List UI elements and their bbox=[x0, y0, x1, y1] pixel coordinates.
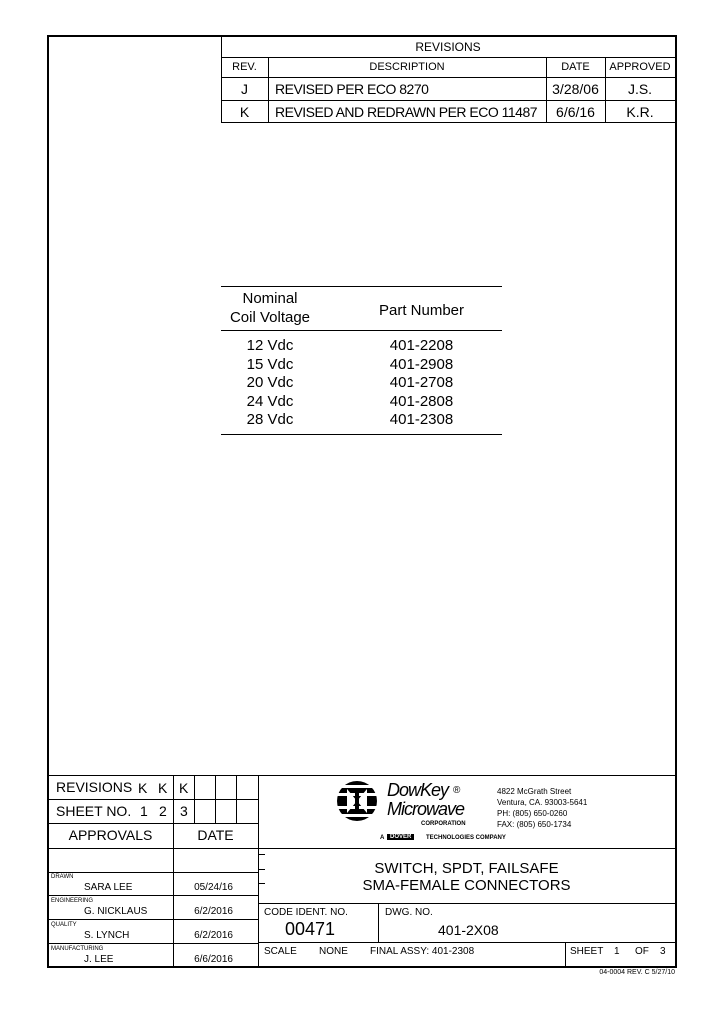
rev-j: J bbox=[241, 81, 248, 97]
company-name-1: DowKey bbox=[387, 780, 449, 800]
rev-k: K bbox=[239, 104, 250, 120]
revisions-label: REVISIONS bbox=[56, 779, 133, 795]
part-number-header: Part Number bbox=[378, 302, 465, 319]
approval-role: MANUFACTURING bbox=[51, 946, 104, 952]
approvals-label: APPROVALS bbox=[68, 827, 153, 843]
company-corporation: CORPORATION bbox=[421, 821, 466, 827]
approval-role: DRAWN bbox=[51, 874, 74, 880]
company-name-2: Microwave bbox=[387, 799, 465, 819]
dowkey-logo-icon bbox=[336, 780, 378, 822]
rev-j-description: REVISED PER ECO 8270 bbox=[275, 81, 429, 97]
coil-voltage: 12 Vdc bbox=[246, 337, 294, 354]
approval-role: QUALITY bbox=[51, 922, 77, 928]
approval-name: J. LEE bbox=[84, 954, 114, 965]
coil-voltage: 24 Vdc bbox=[246, 392, 294, 410]
sheet-number: 1 bbox=[614, 946, 620, 957]
of-word: OF bbox=[635, 946, 649, 957]
part-number: 401-2808 bbox=[389, 392, 454, 410]
form-number: 04-0004 REV. C 5/27/10 bbox=[599, 969, 675, 976]
scale-value: NONE bbox=[319, 946, 348, 957]
rev-k-date: 6/6/16 bbox=[556, 104, 595, 120]
approval-name: SARA LEE bbox=[84, 882, 133, 893]
approval-date: 6/2/2016 bbox=[194, 930, 233, 941]
final-assy: FINAL ASSY: 401-2308 bbox=[370, 946, 475, 957]
voltage-header-2: Coil Voltage bbox=[229, 309, 311, 326]
dover-logo: DOVER bbox=[387, 834, 414, 840]
revisions-title: REVISIONS bbox=[415, 40, 481, 54]
sheet-total: 3 bbox=[660, 946, 666, 957]
sheet-no-3: 3 bbox=[180, 803, 188, 819]
approval-date: 05/24/16 bbox=[194, 882, 233, 893]
coil-voltage: 15 Vdc bbox=[246, 355, 294, 373]
code-ident: 00471 bbox=[285, 919, 336, 939]
approval-date: 6/6/2016 bbox=[194, 954, 233, 965]
sheet-no-1: 1 bbox=[140, 803, 148, 819]
address-line-1: 4822 McGrath Street bbox=[497, 787, 572, 796]
approval-date: 6/2/2016 bbox=[194, 906, 233, 917]
code-ident-label: CODE IDENT. NO. bbox=[264, 907, 348, 918]
parent-a: A bbox=[380, 835, 385, 841]
revisions-table bbox=[221, 36, 675, 123]
sheet-rev-1: K bbox=[138, 780, 148, 796]
dwg-no: 401-2X08 bbox=[438, 922, 499, 938]
fax: FAX: (805) 650-1734 bbox=[497, 820, 572, 829]
rev-j-date: 3/28/06 bbox=[552, 81, 599, 97]
rev-k-approved: K.R. bbox=[626, 104, 654, 120]
sheet-rev-2: K bbox=[158, 780, 168, 796]
approval-name: S. LYNCH bbox=[84, 930, 130, 941]
coil-voltage: 28 Vdc bbox=[246, 411, 294, 428]
dwg-no-label: DWG. NO. bbox=[385, 907, 433, 918]
approval-role: ENGINEERING bbox=[51, 898, 94, 904]
drawing-title-1: SWITCH, SPDT, FAILSAFE bbox=[374, 860, 559, 877]
part-number: 401-2208 bbox=[389, 337, 454, 354]
scale-label: SCALE bbox=[264, 946, 297, 957]
voltage-header-1: Nominal bbox=[242, 290, 298, 307]
parent-company: TECHNOLOGIES COMPANY bbox=[426, 835, 506, 841]
address-line-2: Ventura, CA. 93003-5641 bbox=[497, 798, 588, 807]
drawing-title-2: SMA-FEMALE CONNECTORS bbox=[362, 877, 571, 894]
sheet-no-2: 2 bbox=[159, 803, 167, 819]
rev-k-description: REVISED AND REDRAWN PER ECO 11487 bbox=[275, 104, 538, 120]
title-block bbox=[48, 775, 675, 966]
sheet-word: SHEET bbox=[570, 946, 604, 957]
coil-voltage: 20 Vdc bbox=[246, 374, 294, 391]
header-date: DATE bbox=[561, 61, 590, 73]
approval-name: G. NICKLAUS bbox=[84, 906, 148, 917]
header-description: DESCRIPTION bbox=[369, 61, 445, 73]
sheet-no-label: SHEET NO. bbox=[56, 803, 132, 819]
header-rev: REV. bbox=[232, 61, 257, 73]
registered-mark: ® bbox=[453, 785, 461, 796]
part-number: 401-2708 bbox=[389, 374, 454, 391]
date-label: DATE bbox=[197, 827, 234, 843]
phone: PH: (805) 650-0260 bbox=[497, 809, 568, 818]
rev-j-approved: J.S. bbox=[627, 81, 653, 97]
sheet-rev-3: K bbox=[179, 780, 189, 796]
header-approved: APPROVED bbox=[609, 61, 671, 73]
part-number-table bbox=[221, 286, 502, 436]
part-number: 401-2908 bbox=[389, 355, 454, 373]
part-number: 401-2308 bbox=[389, 411, 454, 428]
